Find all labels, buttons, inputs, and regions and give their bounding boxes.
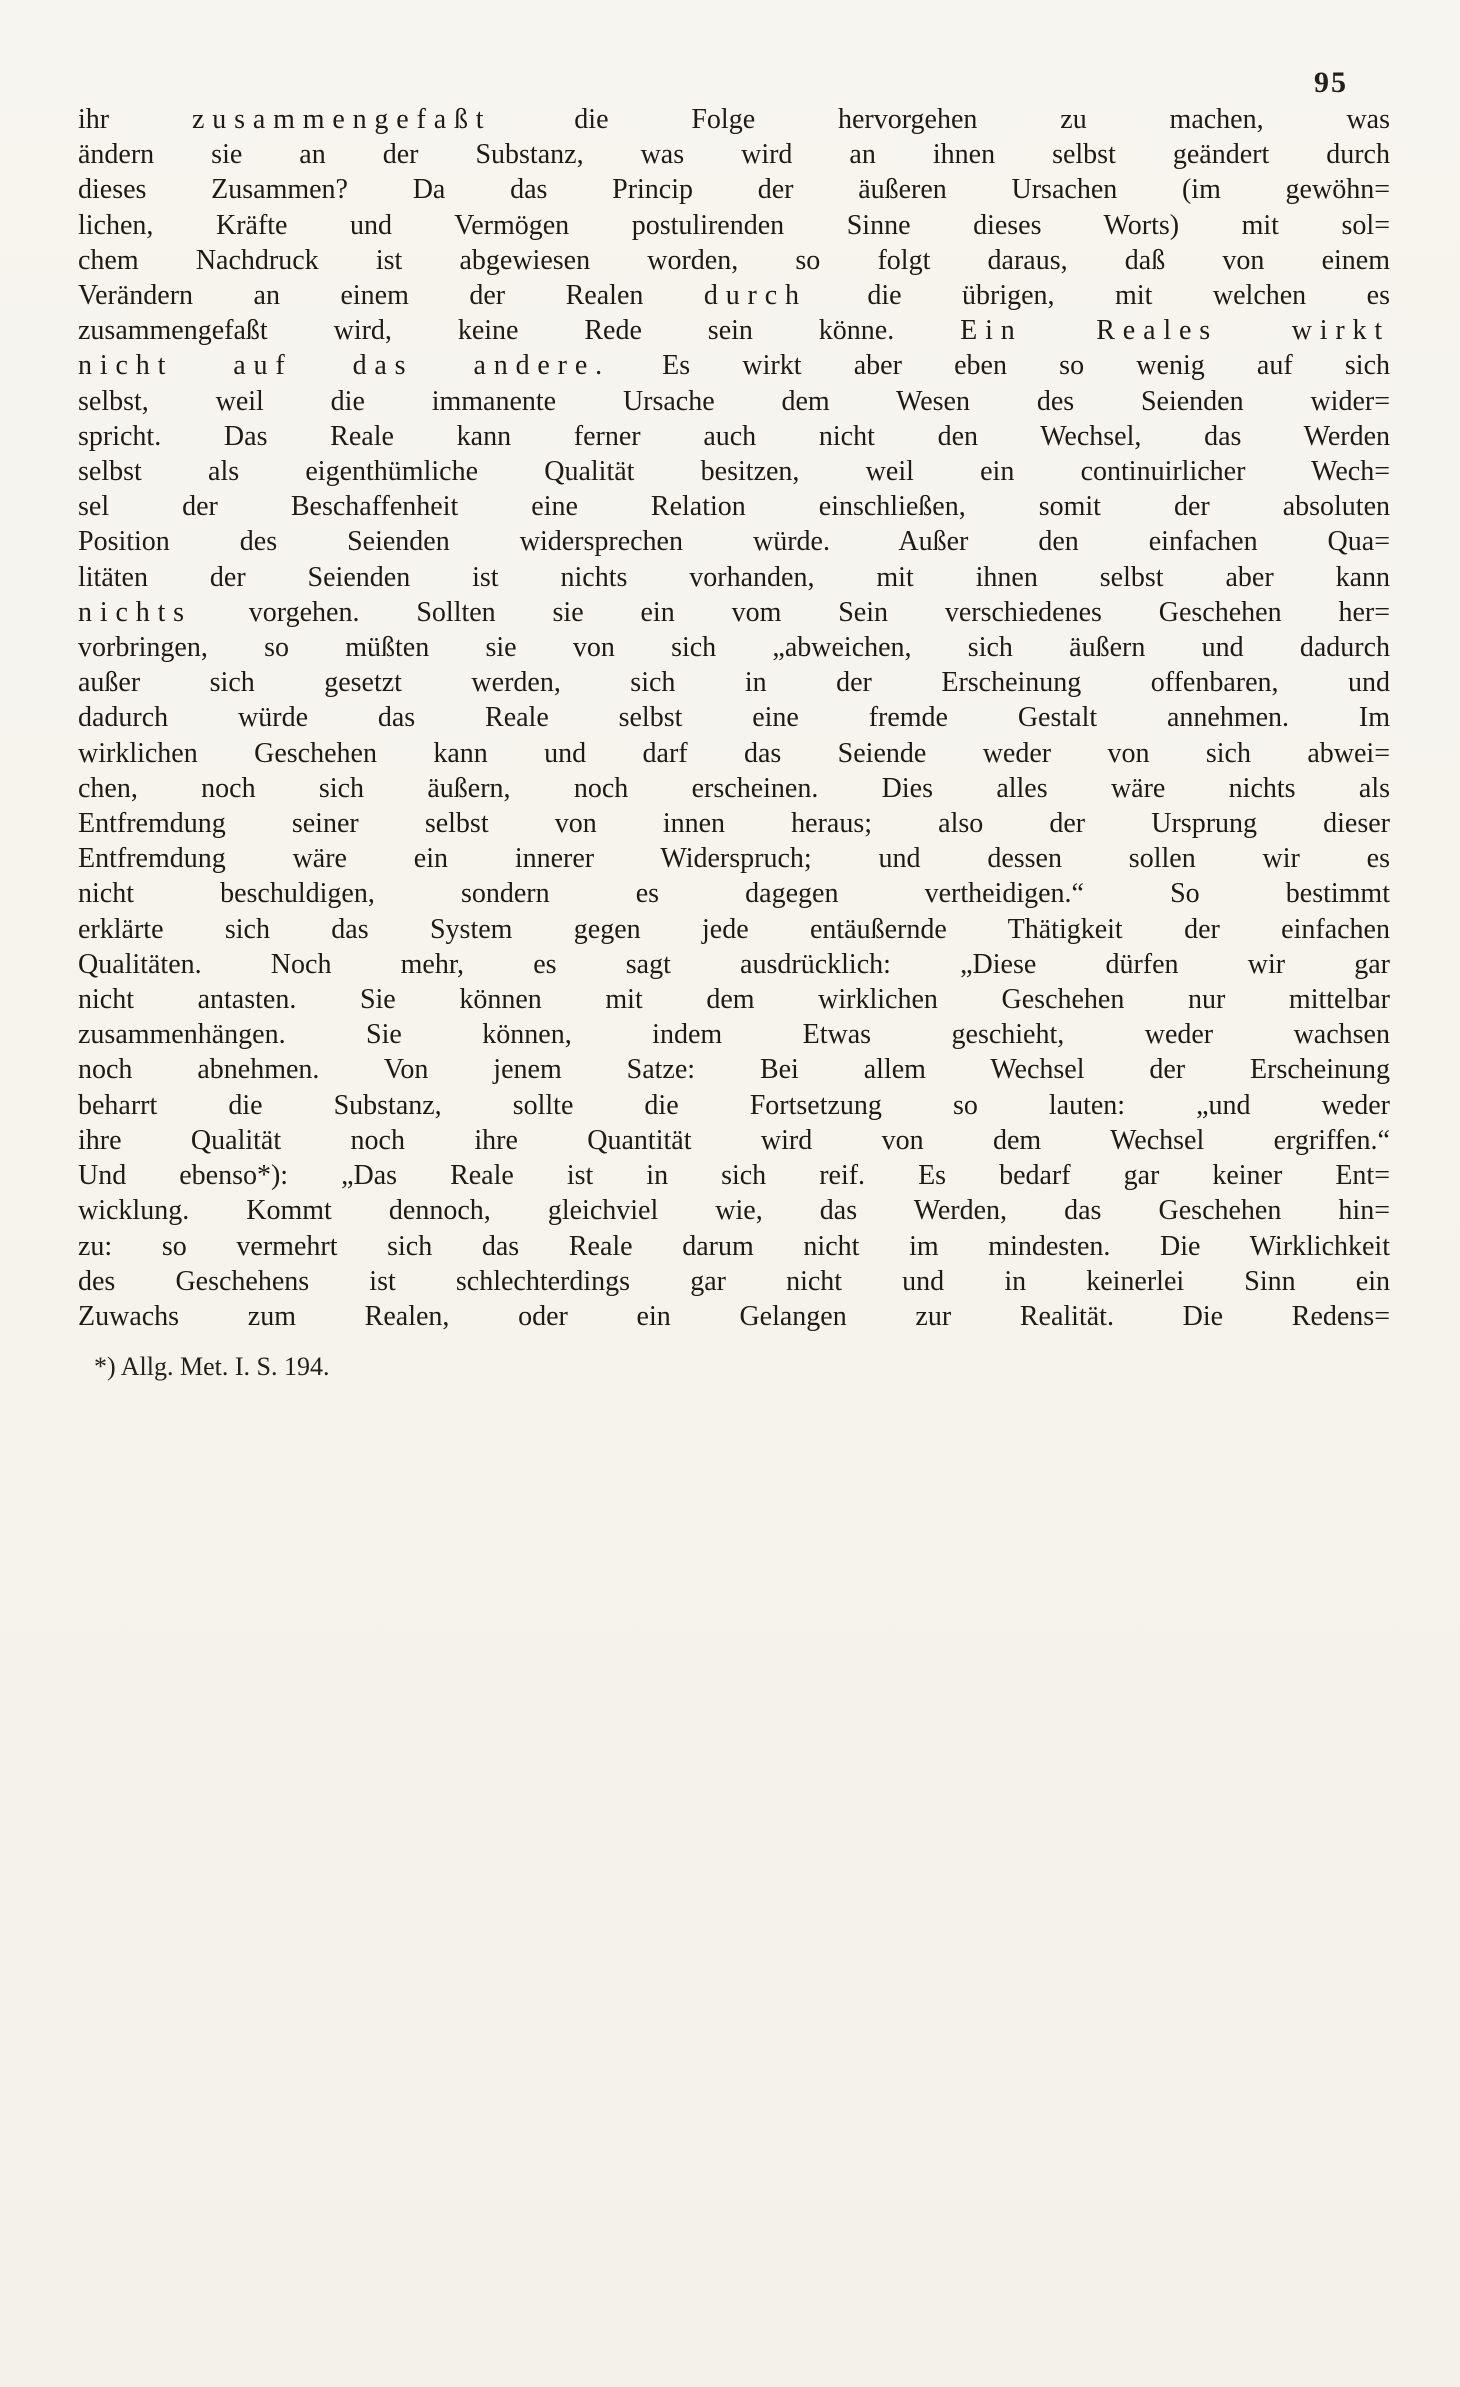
- text-segment: Verändern an einem der Realen: [78, 280, 704, 312]
- text-line: [78, 736, 1390, 771]
- text-line: [78, 771, 1390, 806]
- page-number: 95: [1314, 66, 1348, 99]
- text-segment: zu: so vermehrt sich das Reale darum nicht im mindesten. Die Wirklichkeit: [78, 1230, 1390, 1262]
- text-segment: selbst als eigenthümliche Qualität besitzen, weil ein continuirlicher Wech=: [78, 456, 1390, 488]
- text-line: [78, 1088, 1390, 1123]
- text-line: [78, 278, 1390, 313]
- text-line: [78, 172, 1390, 207]
- text-segment: ihr: [78, 104, 192, 135]
- text-segment: Entfremdung wäre ein innerer Widerspruch; und dessen sollen wir es: [78, 843, 1390, 875]
- text-line: [78, 560, 1390, 595]
- text-line: [78, 1229, 1390, 1264]
- footnote: [94, 1352, 329, 1382]
- text-segment: nicht antasten. Sie können mit dem wirklichen Geschehen nur mittelbar: [78, 984, 1390, 1016]
- text-segment: Es wirkt aber eben so wenig auf sich: [609, 350, 1391, 382]
- text-segment: spricht. Das Reale kann ferner auch nicht den Wechsel, das Werden: [78, 420, 1390, 452]
- text-segment: sel der Beschaffenheit eine Relation einschließen, somit der absoluten: [78, 491, 1390, 523]
- text-line: [78, 208, 1390, 243]
- text-segment: wicklung. Kommt dennoch, gleichviel wie, das Werden, das Geschehen hin=: [78, 1195, 1390, 1227]
- text-segment: ändern sie an der Substanz, was wird an ihnen selbst geändert durch: [78, 139, 1390, 171]
- text-line: [78, 1299, 1390, 1334]
- text-segment: lichen, Kräfte und Vermögen postulirenden Sinne dieses Worts) mit sol=: [78, 209, 1390, 241]
- text-line: [78, 912, 1390, 947]
- text-line: [78, 1158, 1390, 1193]
- text-segment: Ein Reales wirkt: [960, 315, 1391, 347]
- text-segment: dieses Zusammen? Da das Princip der äußeren Ursachen (im gewöhn=: [78, 174, 1390, 206]
- text-line: [78, 982, 1390, 1017]
- text-line: [78, 313, 1390, 348]
- text-segment: Und ebenso*): „Das Reale ist in sich reif. Es bedarf gar keiner Ent=: [78, 1160, 1390, 1192]
- text-line: [78, 841, 1390, 876]
- text-segment: nichts: [78, 596, 192, 628]
- text-segment: zusammengefaßt: [191, 104, 492, 135]
- text-line: [78, 806, 1390, 841]
- text-segment: zusammengefaßt wird, keine Rede sein könne.: [78, 315, 961, 347]
- text-segment: die Folge hervorgehen zu machen, was: [491, 104, 1391, 135]
- text-line: [78, 454, 1390, 489]
- text-line: [78, 419, 1390, 454]
- text-line: [78, 524, 1390, 559]
- body-text: [78, 102, 1390, 1334]
- text-segment: Position des Seienden widersprechen würde. Außer den einfachen Qua=: [78, 526, 1390, 558]
- text-segment: vorgehen. Sollten sie ein vom Sein verschiedenes Geschehen her=: [191, 596, 1390, 628]
- text-segment: erklärte sich das System gegen jede entäußernde Thätigkeit der einfachen: [78, 913, 1390, 945]
- text-segment: des Geschehens ist schlechterdings gar nicht und in keinerlei Sinn ein: [78, 1265, 1390, 1297]
- text-line: [78, 1123, 1390, 1158]
- text-line: [78, 595, 1390, 630]
- text-line: [78, 102, 1390, 137]
- text-segment: zusammenhängen. Sie können, indem Etwas geschieht, weder wachsen: [78, 1019, 1390, 1051]
- text-line: [78, 1264, 1390, 1299]
- text-segment: dadurch würde das Reale selbst eine fremde Gestalt annehmen. Im: [78, 702, 1390, 734]
- text-segment: nicht auf das andere.: [78, 350, 610, 382]
- text-segment: chen, noch sich äußern, noch erscheinen. Dies alles wäre nichts als: [78, 772, 1390, 804]
- text-segment: chem Nachdruck ist abgewiesen worden, so folgt daraus, daß von einem: [78, 244, 1390, 276]
- text-segment: durch: [703, 280, 807, 312]
- footnote-text: *) Allg. Met. I. S. 194.: [94, 1352, 330, 1381]
- text-segment: nicht beschuldigen, sondern es dagegen vertheidigen.“ So bestimmt: [78, 878, 1390, 910]
- text-segment: vorbringen, so müßten sie von sich „abweichen, sich äußern und dadurch: [78, 632, 1390, 664]
- text-line: [78, 137, 1390, 172]
- text-segment: noch abnehmen. Von jenem Satze: Bei allem Wechsel der Erscheinung: [78, 1054, 1390, 1086]
- text-line: [78, 348, 1390, 383]
- text-line: [78, 665, 1390, 700]
- text-segment: selbst, weil die immanente Ursache dem Wesen des Seienden wider=: [78, 385, 1390, 417]
- text-line: [78, 876, 1390, 911]
- text-segment: Entfremdung seiner selbst von innen heraus; also der Ursprung dieser: [78, 808, 1390, 840]
- text-segment: beharrt die Substanz, sollte die Fortsetzung so lauten: „und weder: [78, 1089, 1390, 1121]
- text-segment: wirklichen Geschehen kann und darf das Seiende weder von sich abwei=: [78, 737, 1390, 769]
- text-line: [78, 1017, 1390, 1052]
- text-line: [78, 630, 1390, 665]
- text-line: [78, 243, 1390, 278]
- text-line: [78, 700, 1390, 735]
- text-line: [78, 947, 1390, 982]
- text-segment: ihre Qualität noch ihre Quantität wird von dem Wechsel ergriffen.“: [78, 1124, 1390, 1156]
- text-line: [78, 489, 1390, 524]
- text-segment: außer sich gesetzt werden, sich in der Erscheinung offenbaren, und: [78, 667, 1390, 699]
- text-segment: Qualitäten. Noch mehr, es sagt ausdrücklich: „Diese dürfen wir gar: [78, 948, 1390, 980]
- text-segment: litäten der Seienden ist nichts vorhanden, mit ihnen selbst aber kann: [78, 561, 1390, 593]
- text-segment: Zuwachs zum Realen, oder ein Gelangen zur Realität. Die Redens=: [78, 1300, 1390, 1332]
- text-line: [78, 384, 1390, 419]
- text-segment: die übrigen, mit welchen es: [806, 280, 1390, 312]
- text-line: [78, 1193, 1390, 1228]
- text-line: [78, 1052, 1390, 1087]
